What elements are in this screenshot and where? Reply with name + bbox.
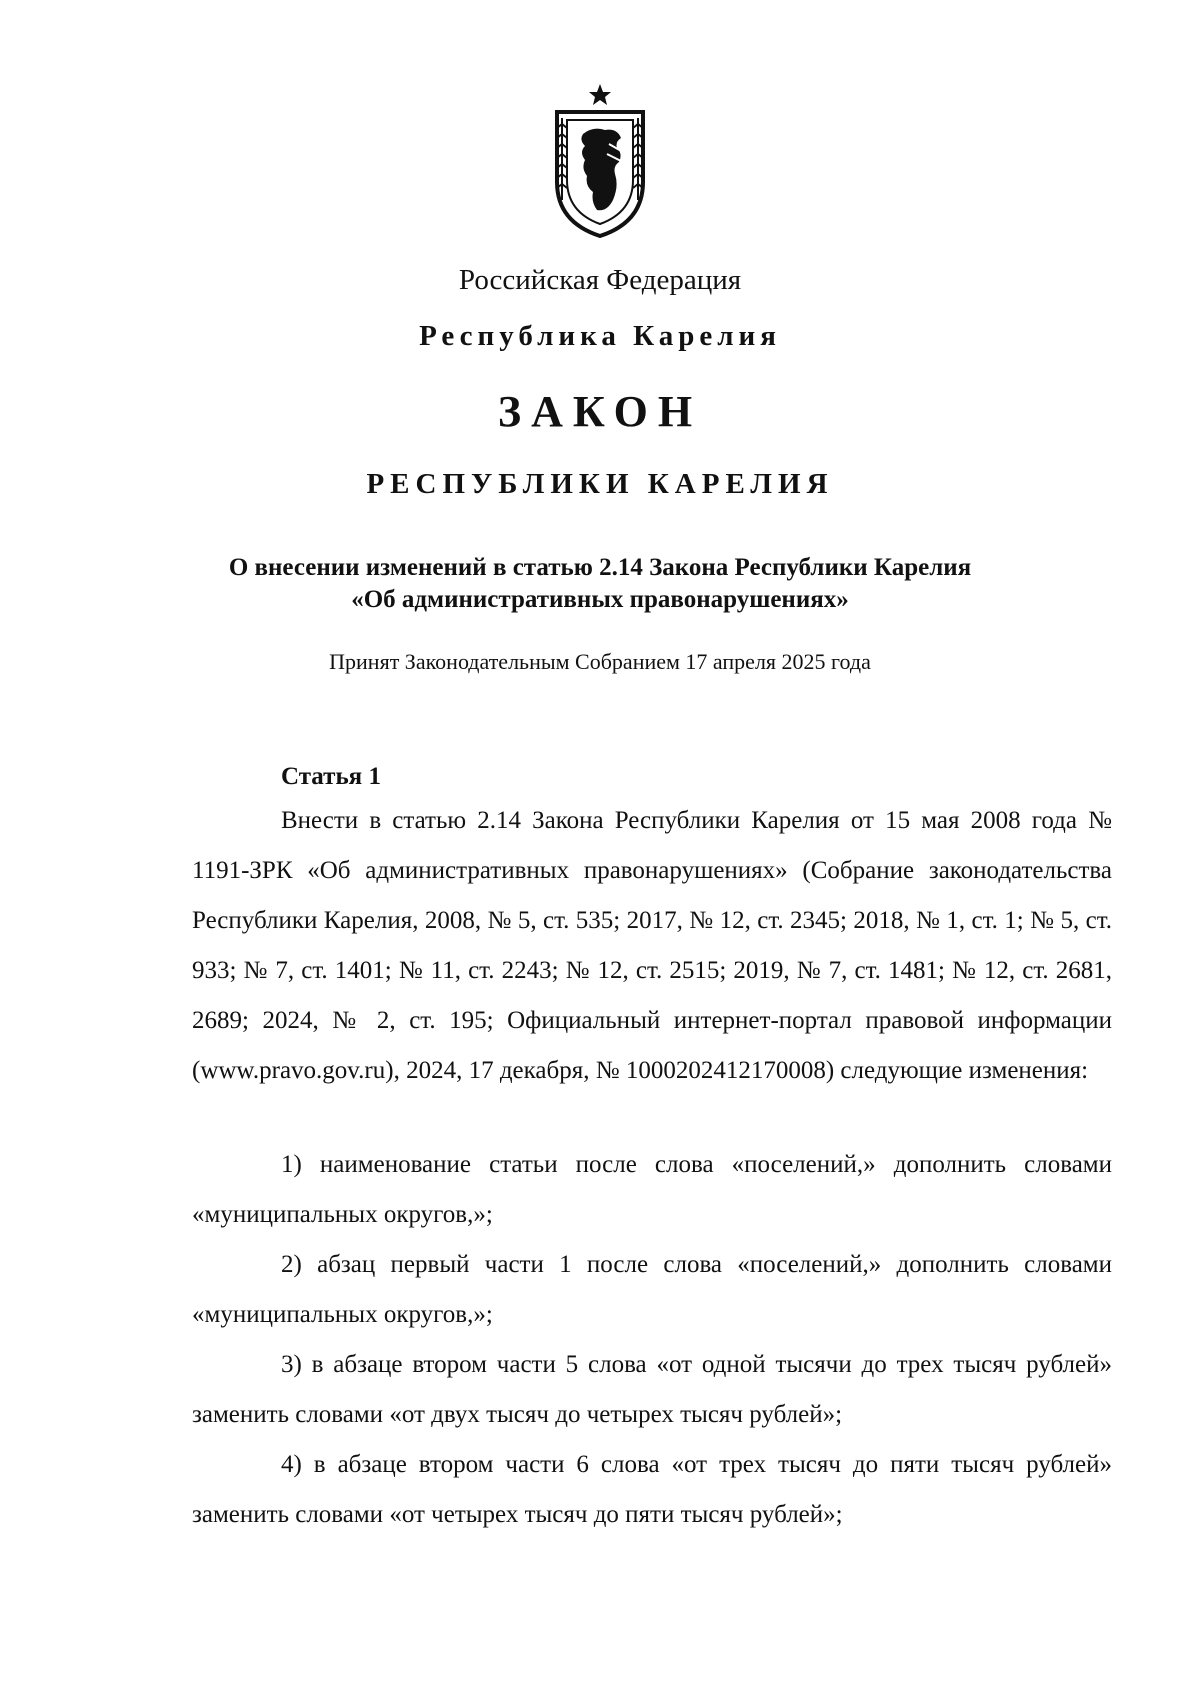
- republic-name: Республика Карелия: [419, 320, 781, 352]
- article-intro-text: Внести в статью 2.14 Закона Республики Карелия от 15 мая 2008 года № 1191-ЗРК «Об административных правонарушениях» (Собрание законодательства Республики Карелия, 2008, № 5, ст. 535; 2017, № 12, ст. 2345; 2018, № 1, ст. 1; № 5, ст. 933; № 7, ст. 1401; № 11, ст. 2243; № 12, ст. 2515; 2019, № 7, ст. 1481; № 12, ст. 2681, 2689; 2024, № 2, ст. 195; Официальный интернет-портал правовой информации (www.pravo.gov.ru), 2024, 17 декабря, № 1000202412170008) следующие изменения:: [192, 807, 1112, 1084]
- article-intro: [192, 796, 1112, 1096]
- amendment-item-1-text: 1) наименование статьи после слова «поселений,» дополнить словами «муниципальных округов,»;: [192, 1151, 1112, 1228]
- karelia-coat-of-arms-icon: [543, 82, 657, 240]
- amendment-item-1: [192, 1140, 1112, 1240]
- amendment-item-2-text: 2) абзац первый части 1 после слова «поселений,» дополнить словами «муниципальных округов,»;: [192, 1251, 1112, 1328]
- document-type: ЗАКОН: [497, 387, 703, 436]
- country-name: Российская Федерация: [458, 264, 742, 296]
- amendment-item-2: [192, 1240, 1112, 1340]
- amendment-item-3: [192, 1340, 1112, 1440]
- article-heading: Статья 1: [281, 763, 381, 790]
- amendment-item-3-text: 3) в абзаце втором части 5 слова «от одной тысячи до трех тысяч рублей» заменить словами «от двух тысяч до четырех тысяч рублей»;: [192, 1351, 1112, 1428]
- adoption-note: Принят Законодательным Собранием 17 апреля 2025 года: [329, 649, 871, 674]
- law-title-line-1: О внесении изменений в статью 2.14 Закона Республики Карелия: [228, 554, 972, 581]
- document-issuer: РЕСПУБЛИКИ КАРЕЛИЯ: [366, 468, 834, 500]
- amendment-item-4: [192, 1440, 1112, 1540]
- amendment-item-4-text: 4) в абзаце втором части 6 слова «от трех тысяч до пяти тысяч рублей» заменить словами «от четырех тысяч до пяти тысяч рублей»;: [192, 1451, 1112, 1528]
- law-title-line-2: «Об административных правонарушениях»: [351, 586, 849, 613]
